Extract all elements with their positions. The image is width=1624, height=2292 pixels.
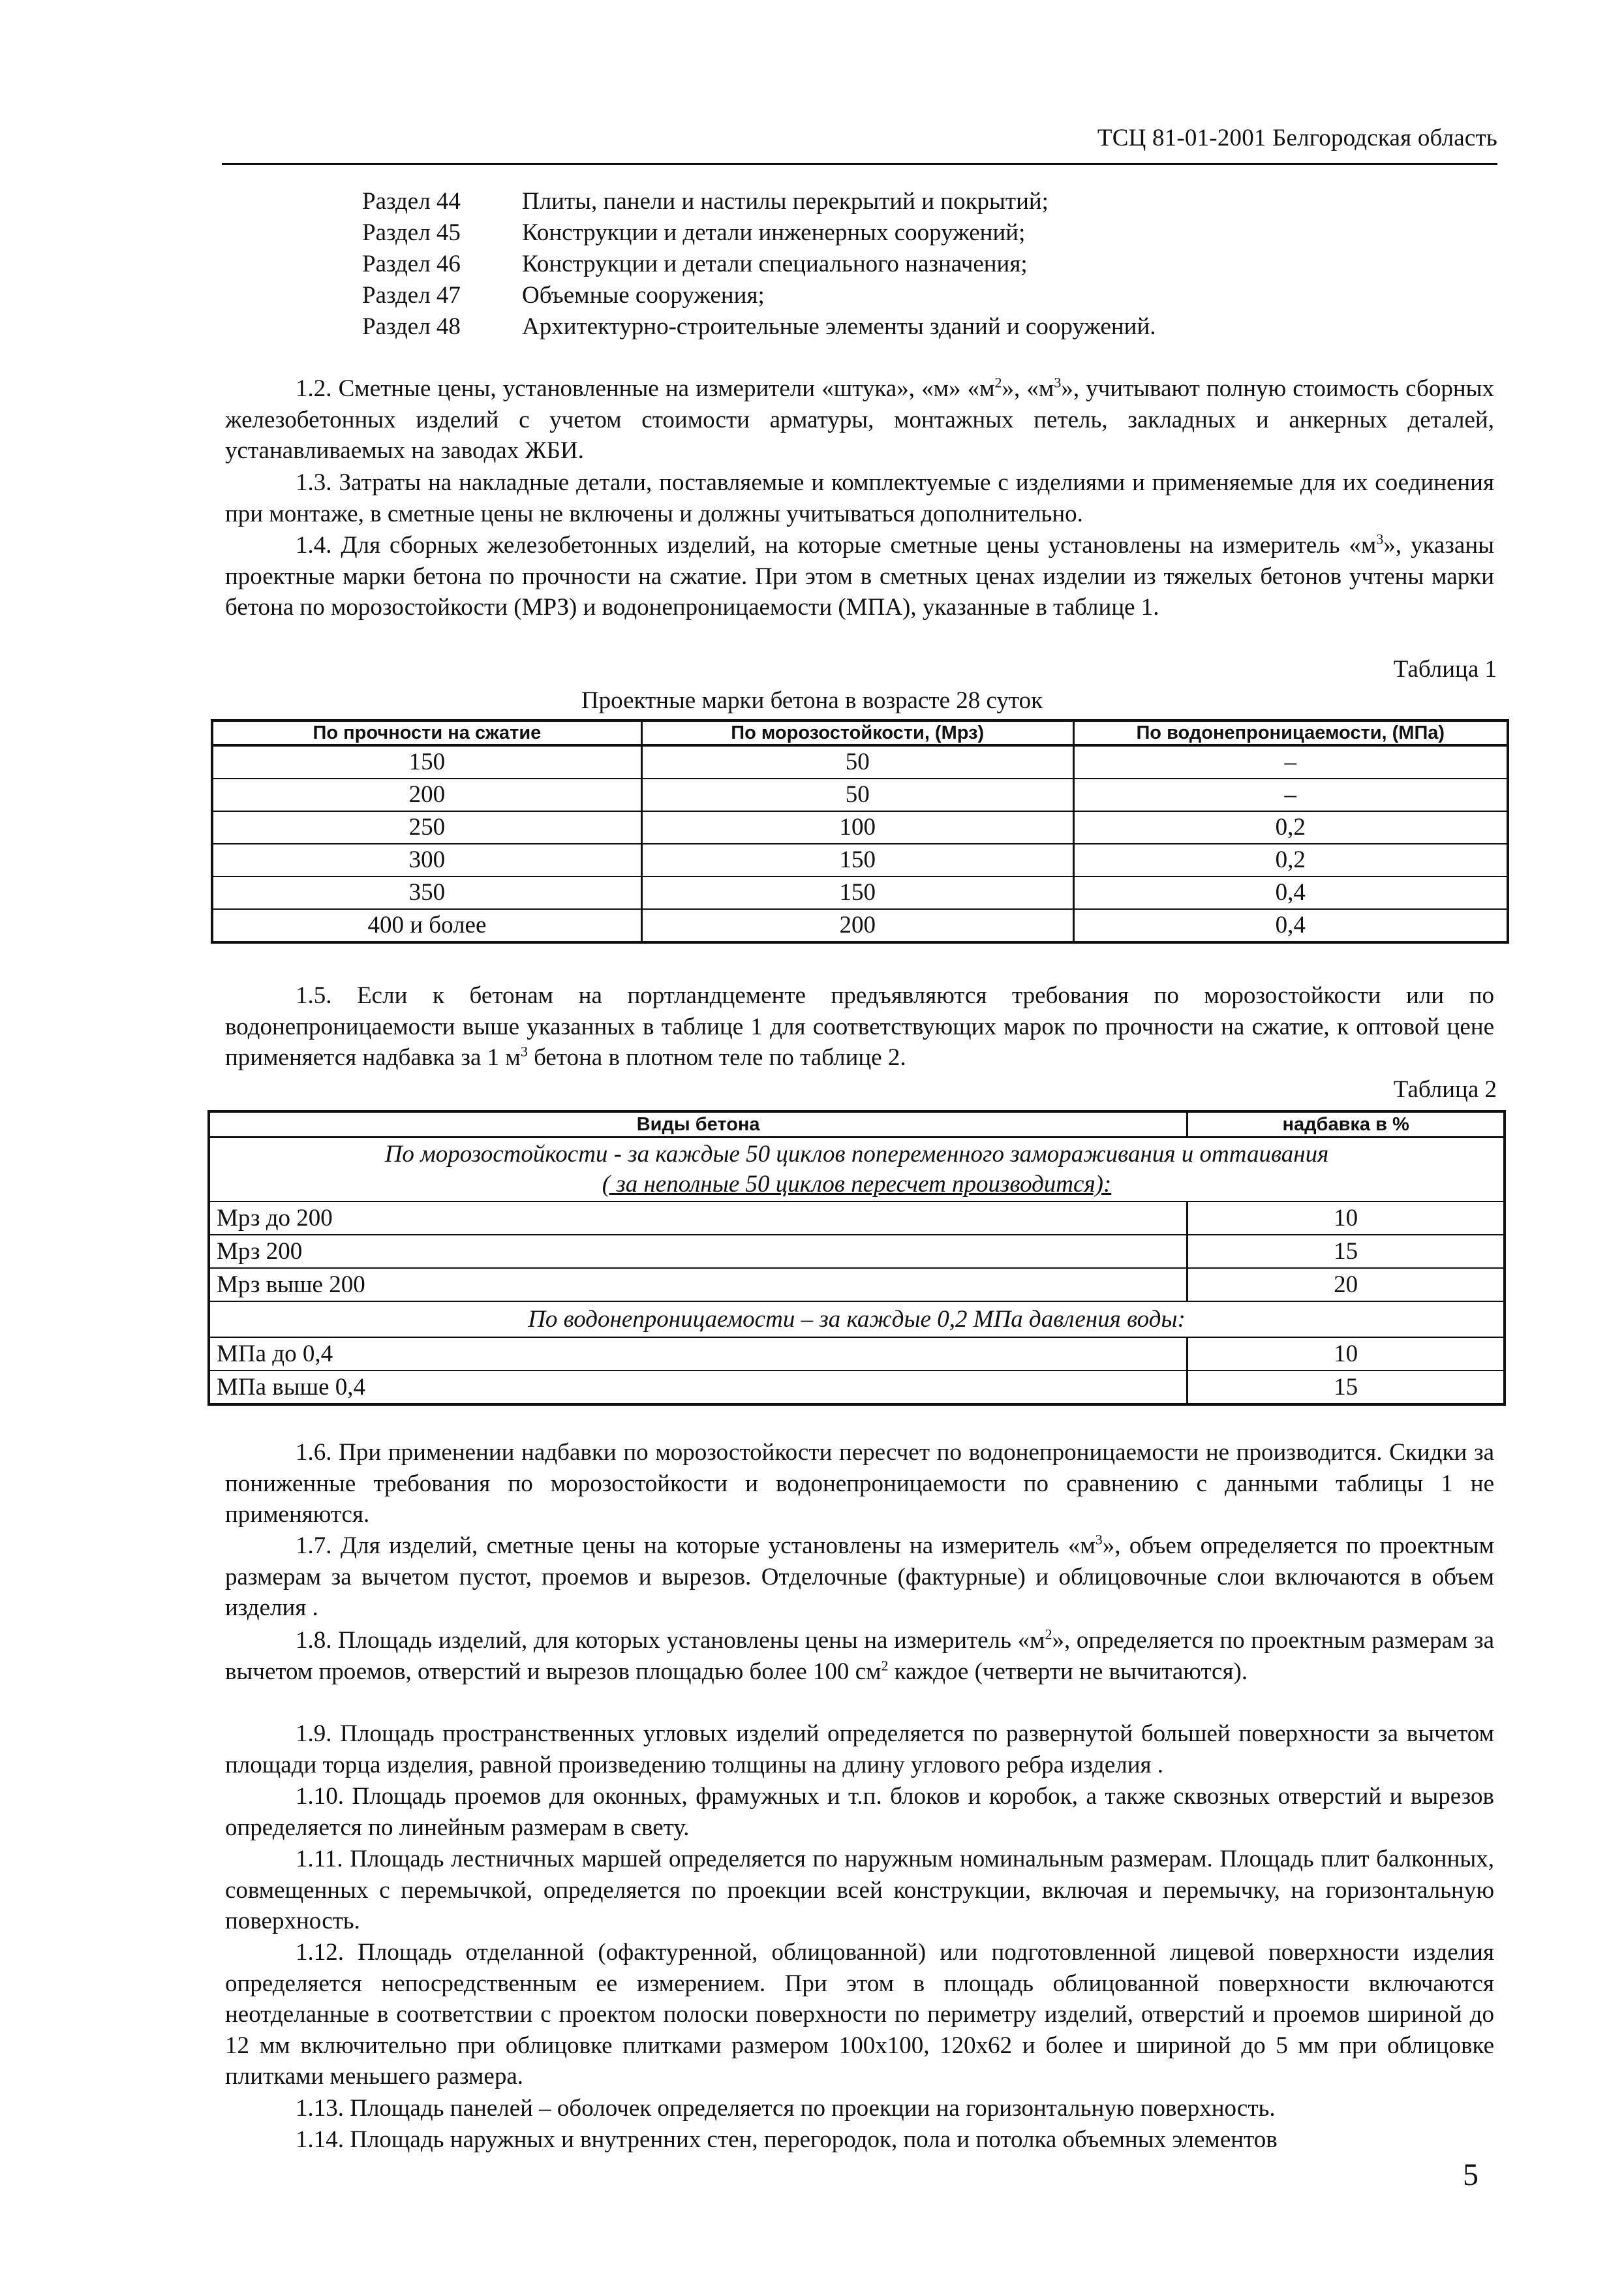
section-title: Объемные сооружения; <box>522 282 765 309</box>
paragraph-1-2: 1.2. Сметные цены, установленные на измерители «штука», «м» «$м^2$», «$м^3$», учитывают полную стоимость сборных железобетонных изделий с учетом стоимости арматуры, монтажных петель, закладных и анкерных деталей, устанавливаемых на заводах ЖБИ. <box>225 374 1494 464</box>
table-cell: 200 <box>212 779 641 811</box>
paragraph-1-12: 1.12. Площадь отделанной (офактуренной, облицованной) или подготовленной лицевой поверхности изделия определяется непосредственным ее измерением. При этом в площадь облицованной поверхности включаются неотделанные в соответствии с проектом полоски поверхности по периметру изделий, отверстий и проемов шириной до 12 мм включительно при облицовке плитками размером 100х100, 120х62 и более и шириной до 5 мм при облицовке плитками меньшего размера. <box>225 1939 1494 2090</box>
table-cell: 10 <box>1187 1201 1505 1235</box>
group-header-frost: По морозостойкости - за каждые 50 циклов попеременного замораживания и оттаивания ( за неполные 50 циклов пересчет производится): <box>209 1138 1505 1202</box>
paragraph-1-8: 1.8. Площадь изделий, для которых установлены цены на измеритель «$м^2$», определяется по проектным размерам за вычетом проемов, отверстий и вырезов площадью более 100 $см^2$ каждое (четверти не вычитаются). <box>225 1626 1494 1685</box>
table-cell: Мрз 200 <box>209 1235 1187 1268</box>
paragraph-1-5: 1.5. Если к бетонам на портландцементе предъявляются требования по морозостойкости или по водонепроницаемости выше указанных в таблице 1 для соответствующих марок по прочности на сжатие, к оптовой цене применяется надбавка за 1 $м^3$ бетона в плотном теле по таблице 2. <box>225 982 1494 1071</box>
table-cell: 100 <box>641 811 1073 844</box>
paragraph-1-3: 1.3. Затраты на накладные детали, поставляемые и комплектуемые с изделиями и применяемые для их соединения при монтаже, в сметные цены не включены и должны учитываться дополнительно. <box>225 469 1494 527</box>
section-row <box>362 217 1156 249</box>
paragraph-1-4: 1.4. Для сборных железобетонных изделий, на которые сметные цены установлены на измеритель «$м^3$», указаны проектные марки бетона по прочности на сжатие. При этом в сметных ценах изделии из тяжелых бетонов учтены марки бетона по морозостойкости (МРЗ) и водонепроницаемости (МПА), указанные в таблице 1. <box>225 531 1494 621</box>
table-cell: 150 <box>641 844 1073 876</box>
table-cell: Мрз выше 200 <box>209 1268 1187 1301</box>
table-cell: МПа выше 0,4 <box>209 1371 1187 1404</box>
table1-title: Проектные марки бетона в возрасте 28 суток <box>581 687 1043 714</box>
table-row <box>209 1268 1505 1301</box>
table-cell: 15 <box>1187 1371 1505 1404</box>
page-number: 5 <box>1463 2158 1478 2192</box>
table-cell: 250 <box>212 811 641 844</box>
column-header: Виды бетона <box>209 1111 1187 1138</box>
table-cell: 0,4 <box>1073 876 1508 909</box>
table-cell: 350 <box>212 876 641 909</box>
document-title: ТСЦ 81-01-2001 Белгородская область <box>1097 125 1497 151</box>
table-cell: МПа до 0,4 <box>209 1337 1187 1371</box>
paragraph-1-10: 1.10. Площадь проемов для оконных, фрамужных и т.п. блоков и коробок, а также сквозных отверстий и вырезов определяется по линейным размерам в свету. <box>225 1783 1494 1841</box>
section-number: Раздел 47 <box>362 282 461 309</box>
section-number: Раздел 45 <box>362 219 461 246</box>
table-cell: 150 <box>212 745 641 779</box>
paragraph-1-6: 1.6. При применении надбавки по морозостойкости пересчет по водонепроницаемости не производится. Скидки за пониженные требования по морозостойкости и водонепроницаемости по сравнению с данными таблицы 1 не применяются. <box>225 1439 1494 1528</box>
table-cell: Мрз до 200 <box>209 1201 1187 1235</box>
table-cell: 200 <box>641 909 1073 942</box>
table-cell: 400 и более <box>212 909 641 942</box>
table-cell: 20 <box>1187 1268 1505 1301</box>
table-row <box>212 909 1508 942</box>
paragraph-1-14: 1.14. Площадь наружных и внутренних стен, перегородок, пола и потолка объемных элементов <box>296 2126 1278 2153</box>
column-header: По морозостойкости, (Мрз) <box>641 720 1073 745</box>
paragraph-1-9: 1.9. Площадь пространственных угловых изделий определяется по развернутой большей поверхности за вычетом площади торца изделия, равной произведению толщины на длину углового ребра изделия . <box>225 1720 1494 1778</box>
paragraph-1-11: 1.11. Площадь лестничных маршей определяется по наружным номинальным размерам. Площадь плит балконных, совмещенных с перемычкой, определяется по проекции всей конструкции, включая и перемычку, на горизонтальную поверхность. <box>225 1846 1494 1934</box>
table-cell: 150 <box>641 876 1073 909</box>
section-row <box>362 186 1156 217</box>
group-header-row <box>209 1301 1505 1337</box>
section-number: Раздел 46 <box>362 251 461 277</box>
table-cell: 15 <box>1187 1235 1505 1268</box>
column-header: надбавка в % <box>1187 1111 1505 1138</box>
table-row <box>212 745 1508 779</box>
table-row <box>212 844 1508 876</box>
table-header-row <box>212 720 1508 745</box>
section-title: Архитектурно-строительные элементы зданий и сооружений. <box>522 313 1156 340</box>
table-cell: – <box>1073 779 1508 811</box>
table-row <box>212 779 1508 811</box>
table1-caption: Таблица 1 <box>1393 656 1497 683</box>
table-row <box>209 1201 1505 1235</box>
table-cell: 0,4 <box>1073 909 1508 942</box>
table-cell: 300 <box>212 844 641 876</box>
group-header-water: По водонепроницаемости – за каждые 0,2 МПа давления воды: <box>209 1301 1505 1337</box>
concrete-grades-table <box>211 719 1509 944</box>
sections-list <box>362 186 1156 343</box>
table-cell: 10 <box>1187 1337 1505 1371</box>
paragraph-1-13: 1.13. Площадь панелей – оболочек определяется по проекции на горизонтальную поверхность. <box>296 2095 1276 2122</box>
table-row <box>209 1371 1505 1404</box>
section-number: Раздел 48 <box>362 313 461 340</box>
page-header <box>222 123 1497 165</box>
group-header-row <box>209 1138 1505 1202</box>
table-row <box>209 1337 1505 1371</box>
section-title: Плиты, панели и настилы перекрытий и покрытий; <box>522 188 1049 215</box>
table-cell: 50 <box>641 745 1073 779</box>
section-title: Конструкции и детали инженерных сооружений; <box>522 219 1026 246</box>
table-cell: 50 <box>641 779 1073 811</box>
section-row <box>362 280 1156 311</box>
table-cell: – <box>1073 745 1508 779</box>
column-header: По водонепроницаемости, (МПа) <box>1073 720 1508 745</box>
table2-caption: Таблица 2 <box>1393 1076 1497 1103</box>
table-row <box>212 876 1508 909</box>
section-row <box>362 311 1156 343</box>
section-number: Раздел 44 <box>362 188 461 215</box>
table-cell: 0,2 <box>1073 844 1508 876</box>
column-header: По прочности на сжатие <box>212 720 641 745</box>
paragraph-1-7: 1.7. Для изделий, сметные цены на которые установлены на измеритель «$м^3$», объем определяется по проектным размерам за вычетом пустот, проемов и вырезов. Отделочные (фактурные) и облицовочные слои включаются в объем изделия . <box>225 1531 1495 1621</box>
surcharge-table <box>207 1110 1506 1406</box>
table-row <box>209 1235 1505 1268</box>
table-row <box>212 811 1508 844</box>
table-cell: 0,2 <box>1073 811 1508 844</box>
section-row <box>362 249 1156 280</box>
table-header-row <box>209 1111 1505 1138</box>
section-title: Конструкции и детали специального назначения; <box>522 251 1028 277</box>
